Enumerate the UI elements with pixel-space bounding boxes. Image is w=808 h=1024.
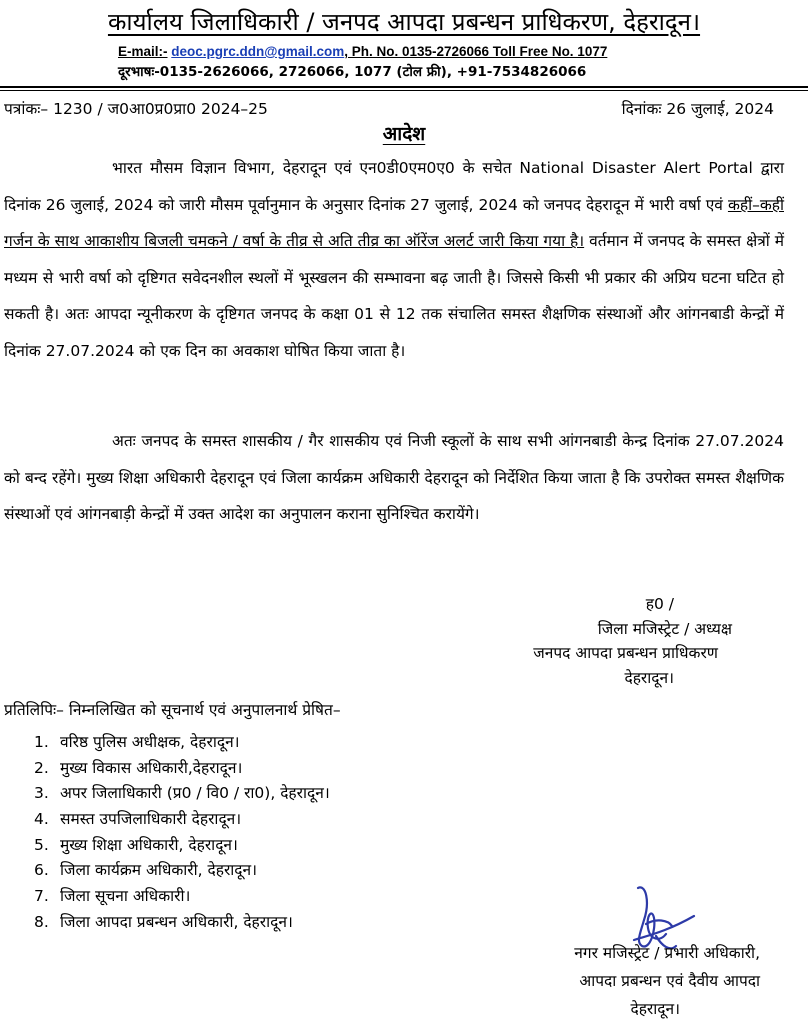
list-item: 5. मुख्य शिक्षा अधिकारी, देहरादून। — [34, 835, 238, 854]
para1-text-a: भारत मौसम विज्ञान विभाग, देहरादून एवं एन0डी0एम0ए0 के सचेत National Disaster Alert Portal द्वारा दिनांक 26 जुलाई, 2024 को जारी मौसम पूर्वानुमान के अनुसार दिनांक 27 जुलाई, 2024 को जनपद देहरादून में भारी वर्षा एवं — [4, 159, 784, 214]
phone-info: , Ph. No. 0135-2726066 Toll Free No. 1077 — [344, 44, 608, 59]
para2-text: अतः जनपद के समस्त शासकीय / गैर शासकीय एवं निजी स्कूलों के साथ सभी आंगनबाडी केन्द्र दिनांक 27.07.2024 को बन्द रहेंगे। मुख्य शिक्षा अधिकारी देहरादून एवं जिला कार्यक्रम अधिकारी देहरादून को निर्देशित किया जाता है कि उपरोक्त समस्त शैक्षणिक संस्थाओं एवं आंगनबाड़ी केन्द्रों में उक्त आदेश का अनुपालन कराना सुनिश्चित करायेंगे। — [4, 432, 784, 524]
dm-location: देहरादून। — [624, 668, 674, 687]
order-title: आदेश — [382, 123, 426, 145]
alert-highlight: कहीं–कहीं गर्जन के साथ आकाशीय बिजली चमकने / वर्षा के तीव्र से अति तीव्र का ऑरेंज अलर्ट जारी किया गया है। — [4, 195, 784, 251]
office-title: कार्यालय जिलाधिकारी / जनपद आपदा प्रबन्धन प्राधिकरण, देहरादून। — [107, 8, 701, 36]
list-item: 8. जिला आपदा प्रबन्धन अधिकारी, देहरादून। — [34, 912, 293, 931]
header-divider — [0, 86, 808, 88]
list-item: 6. जिला कार्यक्रम अधिकारी, देहरादून। — [34, 861, 258, 880]
cm-designation: नगर मजिस्ट्रेट / प्रभारी अधिकारी, — [574, 944, 760, 962]
phone-line: दूरभाषः-0135-2626066, 2726066, 1077 (टोल फ्री), +91-7534826066 — [118, 64, 587, 80]
reference-number: पत्रांकः– 1230 / ज0आ0प्र0प्रा0 2024–25 — [4, 100, 268, 118]
copy-to-list — [34, 730, 330, 936]
contact-line — [118, 43, 607, 61]
para1-text-b: वर्तमान में जनपद के समस्त क्षेत्रों में मध्यम से भारी वर्षा को दृष्टिगत सवेदनशील स्थलों में भूस्खलन की सम्भावना बढ़ जाती है। जिससे किसी भी प्रकार की अप्रिय घटना घटित हो सकती है। अतः आपदा न्यूनीकरण के दृष्टिगत जनपद के कक्षा 01 से 12 तक संचालित समस्त शैक्षणिक संस्थाओं और आंगनबाडी केन्द्रों में दिनांक 27.07.2024 को एक दिन का अवकाश घोषित किया जाता है। — [4, 232, 784, 360]
city-magistrate-signature-block — [574, 939, 760, 1023]
header-divider-thin — [0, 90, 808, 91]
list-item: 7. जिला सूचना अधिकारी। — [34, 887, 191, 906]
district-magistrate-signature-block — [533, 592, 732, 690]
email-link[interactable]: deoc.pgrc.ddn@gmail.com — [171, 44, 345, 59]
dm-authority: जनपद आपदा प्रबन्धन प्राधिकरण — [533, 644, 718, 662]
order-date: दिनांकः 26 जुलाई, 2024 — [621, 100, 774, 118]
dm-designation: जिला मजिस्ट्रेट / अध्यक्ष — [597, 619, 732, 638]
list-item: 2. मुख्य विकास अधिकारी,देहरादून। — [34, 758, 243, 777]
list-item: 3. अपर जिलाधिकारी (प्र0 / वि0 / रा0), देहरादून। — [34, 784, 330, 803]
signed-mark: ह0 / — [645, 595, 674, 613]
list-item: 4. समस्त उपजिलाधिकारी देहरादून। — [34, 810, 242, 829]
list-item: 1. वरिष्ठ पुलिस अधीक्षक, देहरादून। — [34, 733, 240, 751]
copy-to-heading: प्रतिलिपिः– निम्नलिखित को सूचनार्थ एवं अनुपालनार्थ प्रेषित– — [4, 701, 341, 719]
email-label: E-mail:- — [118, 44, 168, 59]
cm-department: आपदा प्रबन्धन एवं दैवीय आपदा — [579, 972, 760, 990]
order-paragraph-2 — [4, 423, 784, 533]
order-paragraph-1 — [4, 150, 784, 370]
cm-location: देहरादून। — [630, 1000, 680, 1018]
